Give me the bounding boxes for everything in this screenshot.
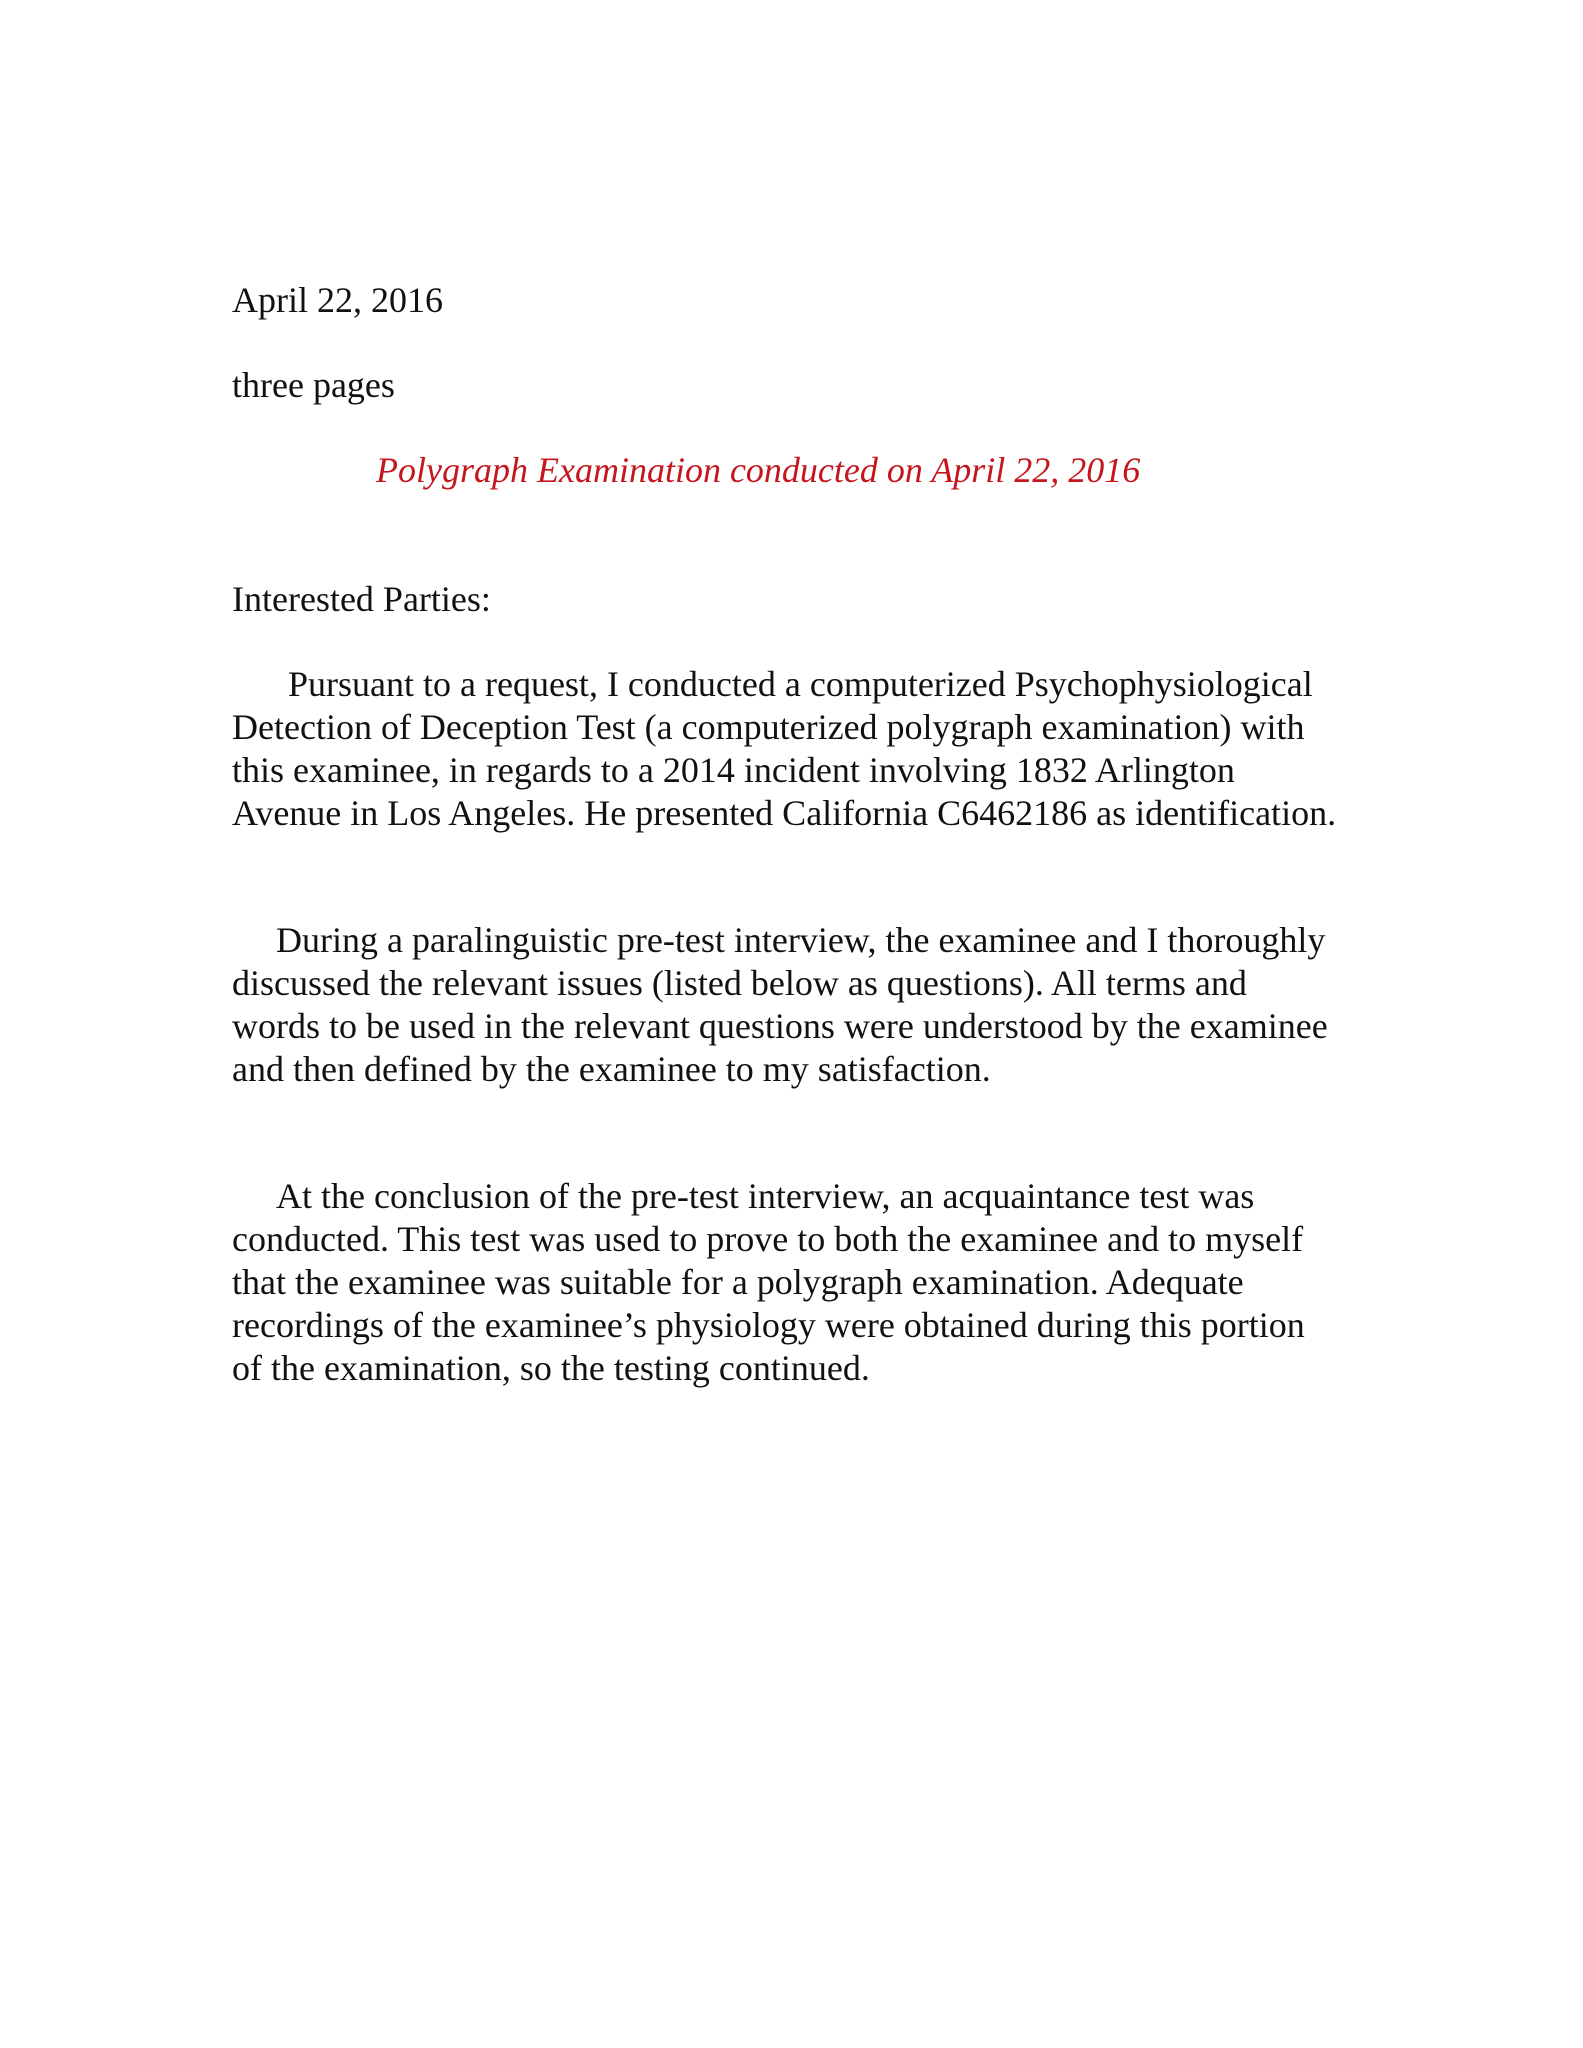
paragraph-line: Avenue in Los Angeles. He presented California C6462186 as identification. [232,793,1337,833]
subject-line: Polygraph Examination conducted on April 22, 2016 [376,450,1141,490]
paragraph-line: that the examinee was suitable for a polygraph examination. Adequate [232,1262,1244,1302]
paragraph-line: Detection of Deception Test (a computerized polygraph examination) with [232,707,1305,747]
paragraph-line: of the examination, so the testing continued. [232,1348,870,1388]
page-count: three pages [232,365,395,405]
paragraph-line: and then defined by the examinee to my satisfaction. [232,1049,991,1089]
paragraph-pretest-interview [232,919,1352,1091]
paragraph-line: At the conclusion of the pre-test interview, an acquaintance test was [276,1176,1255,1216]
paragraph-line: conducted. This test was used to prove to both the examinee and to myself [232,1219,1304,1259]
salutation: Interested Parties: [232,579,491,619]
paragraph-line: words to be used in the relevant questions were understood by the examinee [232,1006,1328,1046]
paragraph-line: recordings of the examinee’s physiology were obtained during this portion [232,1305,1305,1345]
paragraph-line: this examinee, in regards to a 2014 incident involving 1832 Arlington [232,750,1235,790]
paragraph-acquaintance-test [232,1175,1352,1390]
paragraph-line: discussed the relevant issues (listed below as questions). All terms and [232,963,1247,1003]
paragraph-line: During a paralinguistic pre-test interview, the examinee and I thoroughly [276,920,1326,960]
paragraph-line: Pursuant to a request, I conducted a computerized Psychophysiological [288,664,1313,704]
letter-date: April 22, 2016 [232,280,443,320]
paragraph-request [232,663,1352,835]
